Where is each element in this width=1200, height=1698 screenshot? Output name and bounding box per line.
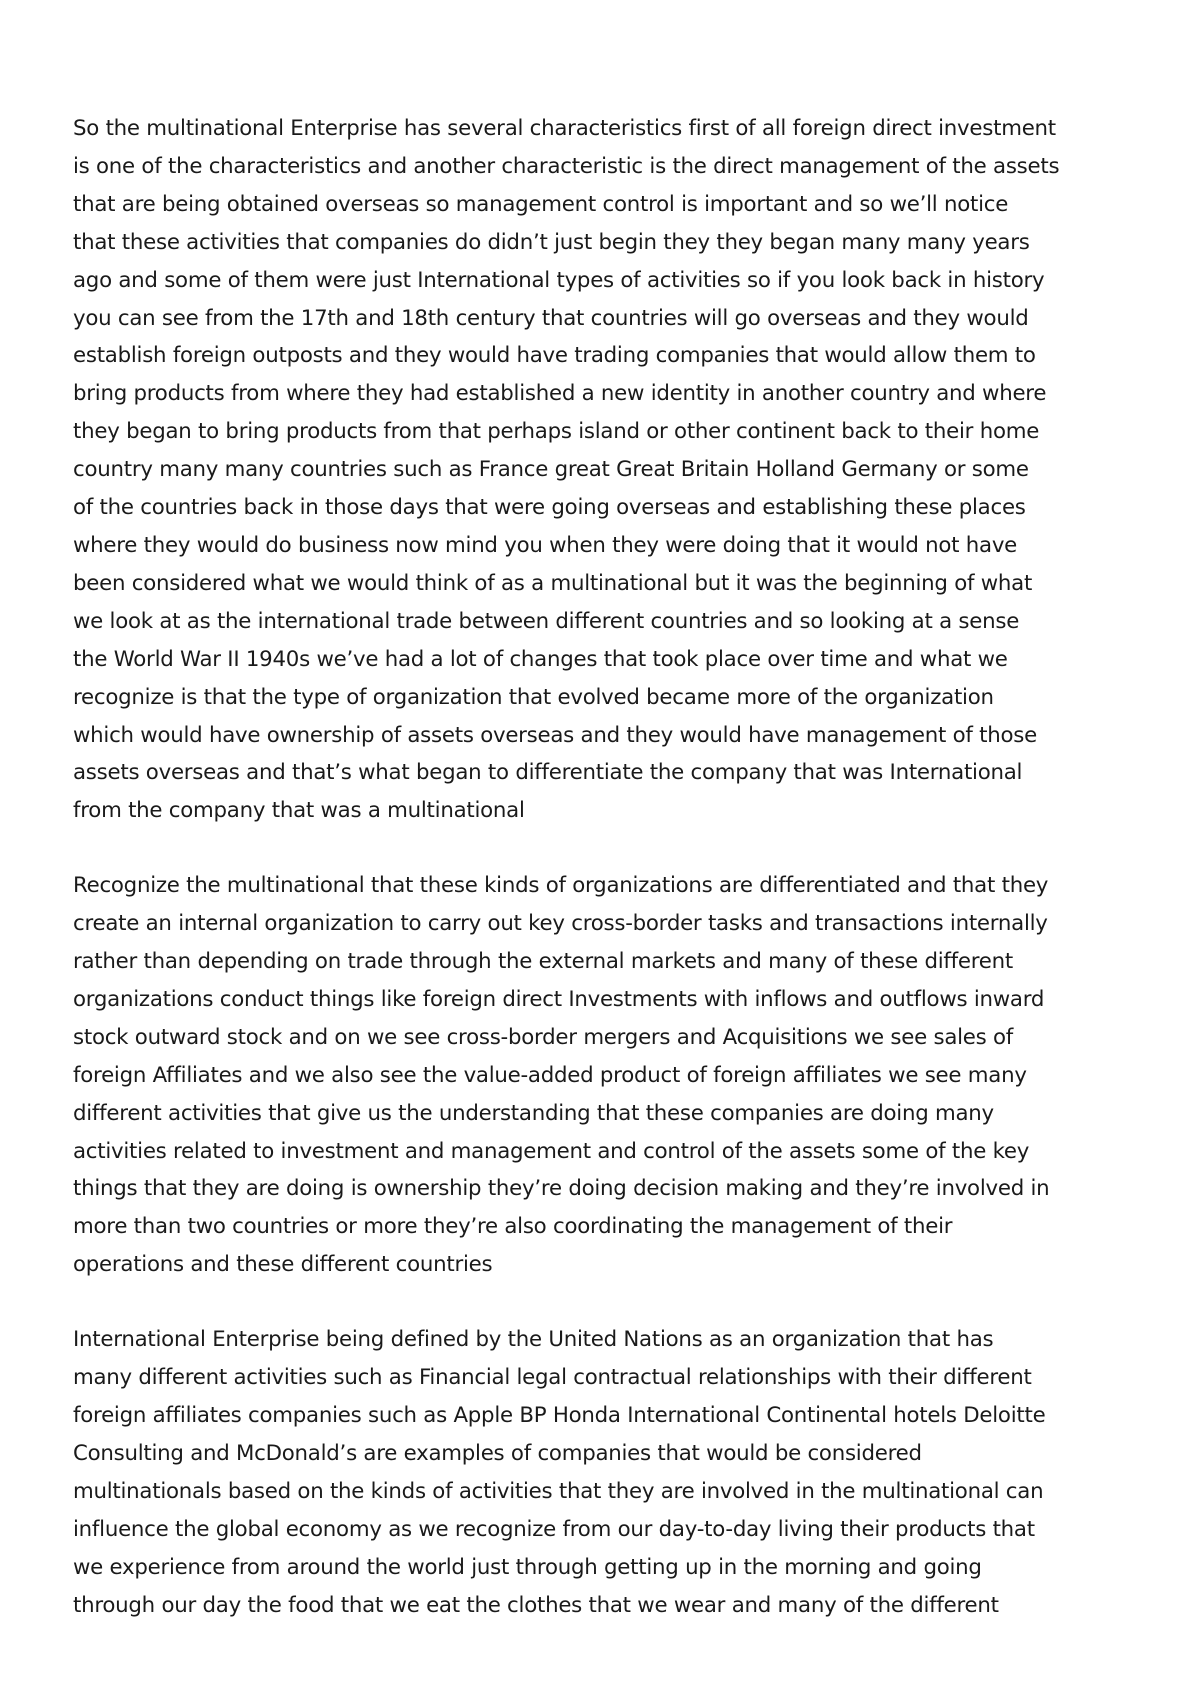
text-line: that these activities that companies do didn’t just begin they they began many many years — [73, 229, 1030, 255]
text-line: multinationals based on the kinds of activities that they are involved in the multinational can — [73, 1478, 1044, 1504]
text-line: the World War II 1940s we’ve had a lot of changes that took place over time and what we — [73, 646, 1008, 672]
text-line: foreign affiliates companies such as Apple BP Honda International Continental hotels Deloitte — [73, 1403, 1046, 1428]
text-line: many different activities such as Financial legal contractual relationships with their different — [73, 1365, 1032, 1391]
text-line: different activities that give us the understanding that these companies are doing many — [73, 1100, 994, 1126]
text-line: where they would do business now mind you when they were doing that it would not have — [73, 532, 1018, 558]
text-line: foreign Affiliates and we also see the value-added product of foreign affiliates we see many — [73, 1062, 1027, 1088]
text-line: we experience from around the world just through getting up in the morning and going — [73, 1554, 982, 1580]
text-line: Consulting and McDonald’s are examples of companies that would be considered — [73, 1440, 922, 1466]
text-line: establish foreign outposts and they would have trading companies that would allow them to — [73, 343, 1036, 369]
paragraph-2 — [73, 867, 1133, 1284]
text-line: is one of the characteristics and another characteristic is the direct management of the assets — [73, 153, 1060, 179]
text-line: Recognize the multinational that these kinds of organizations are differentiated and that they — [73, 873, 1049, 899]
text-line: that are being obtained overseas so management control is important and so we’ll notice — [73, 191, 1009, 217]
text-line: operations and these different countries — [73, 1252, 493, 1278]
text-line: organizations conduct things like foreign direct Investments with inflows and outflows inward — [73, 986, 1045, 1012]
text-line: of the countries back in those days that were going overseas and establishing these places — [73, 495, 1026, 521]
paragraph-1 — [73, 110, 1133, 830]
text-line: we look at as the international trade between different countries and so looking at a sense — [73, 608, 1020, 634]
text-line: activities related to investment and management and control of the assets some of the key — [73, 1138, 1030, 1164]
text-line: International Enterprise being defined by the United Nations as an organization that has — [73, 1327, 994, 1353]
text-line: rather than depending on trade through the external markets and many of these different — [73, 949, 1014, 975]
text-line: which would have ownership of assets overseas and they would have management of those — [73, 722, 1037, 748]
text-line: stock outward stock and on we see cross-border mergers and Acquisitions we see sales of — [73, 1024, 1014, 1050]
paragraph-3 — [73, 1321, 1133, 1624]
text-line: been considered what we would think of as a multinational but it was the beginning of what — [73, 570, 1033, 596]
text-line: country many many countries such as France great Great Britain Holland Germany or some — [73, 457, 1029, 483]
text-line: So the multinational Enterprise has several characteristics first of all foreign direct investment — [73, 116, 1056, 141]
text-line: ago and some of them were just International types of activities so if you look back in history — [73, 267, 1045, 293]
text-line: bring products from where they had established a new identity in another country and where — [73, 381, 1047, 407]
text-line: from the company that was a multinational — [73, 798, 525, 824]
text-line: they began to bring products from that perhaps island or other continent back to their home — [73, 419, 1040, 445]
text-line: create an internal organization to carry out key cross-border tasks and transactions internally — [73, 911, 1048, 937]
text-line: assets overseas and that’s what began to differentiate the company that was International — [73, 760, 1023, 786]
text-line: you can see from the 17th and 18th century that countries will go overseas and they would — [73, 305, 1029, 331]
text-line: recognize is that the type of organization that evolved became more of the organization — [73, 684, 994, 710]
document-body — [73, 110, 1133, 1661]
text-line: things that they are doing is ownership they’re doing decision making and they’re involved in — [73, 1176, 1050, 1202]
text-line: through our day the food that we eat the clothes that we wear and many of the different — [73, 1592, 999, 1618]
text-line: influence the global economy as we recognize from our day-to-day living their products that — [73, 1516, 1035, 1542]
text-line: more than two countries or more they’re also coordinating the management of their — [73, 1214, 953, 1240]
